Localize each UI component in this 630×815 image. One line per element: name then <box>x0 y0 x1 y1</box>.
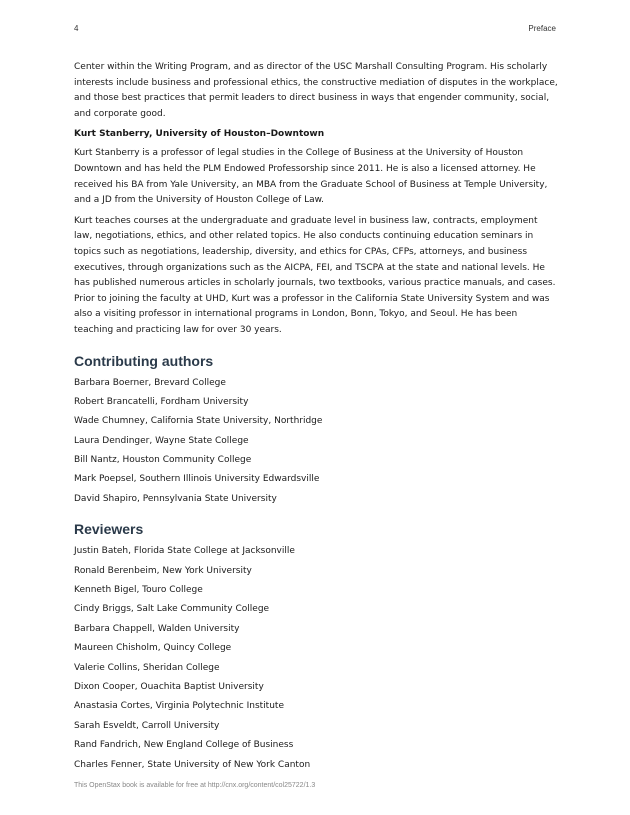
running-section-title: Preface <box>528 24 556 33</box>
list-item: Justin Bateh, Florida State College at Jacksonville <box>74 546 295 557</box>
list-item: Valerie Collins, Sheridan College <box>74 662 220 673</box>
reviewers-list <box>74 542 558 775</box>
page-content <box>74 60 558 775</box>
list-item: Kenneth Bigel, Touro College <box>74 585 203 596</box>
contributing-authors-list <box>74 374 558 510</box>
bio-paragraph: Kurt Stanberry is a professor of legal studies in the College of Business at the University of Houston Downtown and has held the PLM Endowed Professorship since 2011. He is also a licensed attorney. He received his BA from Yale University, an MBA from the Graduate School of Business at Temple University, and a JD from the University of Houston College of Law. <box>74 148 548 206</box>
list-item: Bill Nantz, Houston Community College <box>74 455 252 466</box>
list-item: Wade Chumney, California State University, Northridge <box>74 416 323 427</box>
list-item: Barbara Boerner, Brevard College <box>74 377 226 388</box>
list-item: Dixon Cooper, Ouachita Baptist University <box>74 681 264 692</box>
bio-paragraph: Kurt teaches courses at the undergraduate and graduate level in business law, contracts, employment law, negotiations, ethics, and other related topics. He also conducts continuing education seminars in topics such as negotiations, leadership, diversity, and ethics for CPAs, CFPs, attorneys, and business executives, through organizations such as the AICPA, FEI, and TSCPA at the state and national levels. He has published numerous articles in scholarly journals, two textbooks, various practice manuals, and cases. Prior to joining the faculty at UHD, Kurt was a professor in the California State University System and was also a visiting professor in international programs in London, Bonn, Tokyo, and Seoul. He has been teaching and practicing law for over 30 years. <box>74 215 556 335</box>
page-footer: This OpenStax book is available for free at http://cnx.org/content/col25722/1.3 <box>74 782 316 789</box>
list-item: Sarah Esveldt, Carroll University <box>74 720 220 731</box>
reviewers-heading: Reviewers <box>74 521 144 538</box>
intro-paragraph: Center within the Writing Program, and as director of the USC Marshall Consulting Program. His scholarly interests include business and professional ethics, the constructive mediation of disputes in the workplace, and those best practices that permit leaders to direct business in ways that engender community, social, and corporate good. <box>74 62 558 119</box>
list-item: Anastasia Cortes, Virginia Polytechnic Institute <box>74 701 284 712</box>
list-item: Robert Brancatelli, Fordham University <box>74 396 249 407</box>
list-item: Ronald Berenbeim, New York University <box>74 565 252 576</box>
list-item: Charles Fenner, State University of New York Canton <box>74 759 311 770</box>
list-item: Mark Poepsel, Southern Illinois University Edwardsville <box>74 474 320 485</box>
list-item: Rand Fandrich, New England College of Business <box>74 740 294 751</box>
list-item: Cindy Briggs, Salt Lake Community College <box>74 604 270 615</box>
contributing-authors-heading: Contributing authors <box>74 352 214 369</box>
page-number: 4 <box>74 24 79 33</box>
page-header <box>74 24 556 36</box>
list-item: Laura Dendinger, Wayne State College <box>74 435 249 446</box>
bio-heading: Kurt Stanberry, University of Houston–Downtown <box>74 129 325 140</box>
list-item: Maureen Chisholm, Quincy College <box>74 643 232 654</box>
list-item: David Shapiro, Pennsylvania State University <box>74 493 277 504</box>
list-item: Barbara Chappell, Walden University <box>74 623 240 634</box>
